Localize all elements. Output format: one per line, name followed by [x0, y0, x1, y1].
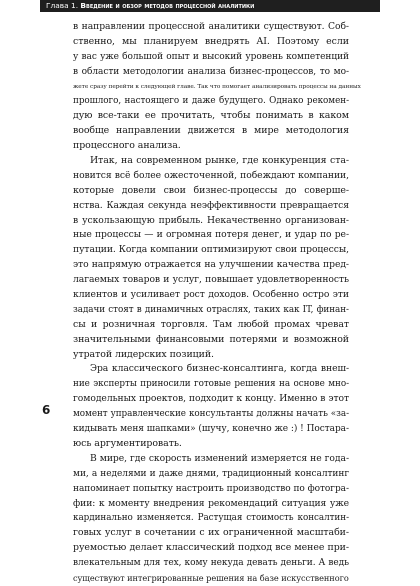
text-line: руемостью делает классический подход все менее при- — [73, 542, 349, 554]
text-line: ми, а неделями и даже днями, традиционный консалтинг — [73, 468, 349, 479]
text-line: лагаемых товаров и услуг, повышает удовлетворенность — [73, 274, 349, 286]
paragraph-container — [73, 20, 361, 586]
running-header-title: Введение и обзор методов процессной аналитики — [80, 1, 255, 10]
text-line: кардинально изменяется. Растущая стоимость консалтин- — [73, 513, 349, 524]
text-line: момент управленческие консультанты должны начать «за- — [73, 409, 349, 420]
paragraph — [73, 20, 361, 154]
text-line: в области методологии анализа бизнес-процессов, то мо- — [73, 66, 349, 77]
text-line: в ускользающую прибыль. Некачественно организован- — [73, 214, 349, 226]
text-line: утратой лидерских позиций. — [73, 348, 214, 360]
text-line: клиентов и усиливает рост доходов. Особенно остро эти — [73, 289, 349, 301]
body-text — [73, 20, 361, 586]
text-line: вообще направлении движется в мире методология — [73, 125, 349, 137]
text-line: кидывать меня шапками» (шучу, конечно же :) ! Постара- — [73, 424, 349, 435]
text-line: значительными финансовыми потерями и возможной — [73, 333, 349, 345]
text-line: задачи стоят в динамичных отраслях, таких как IT, финан- — [73, 304, 349, 315]
text-line: говых услуг в сочетании с их ограниченной масштаби- — [73, 527, 349, 539]
running-header — [40, 0, 380, 12]
text-line: влекательным для тех, кому некуда девать деньги. А ведь — [73, 558, 349, 569]
text-line: сы и розничная торговля. Там любой промах чреват — [73, 318, 349, 330]
text-line: дую все-таки ее прочитать, чтобы понимать в каком — [73, 110, 349, 122]
text-line: Итак, на современном рынке, где конкуренция ста- — [90, 155, 349, 167]
text-line: это напрямую отражается на улучшении качества пред- — [73, 259, 349, 271]
text-line: напоминает попытку настроить производство по фотогра- — [73, 483, 349, 494]
text-line: юсь аргументировать. — [73, 437, 182, 449]
text-line: у вас уже большой опыт и высокий уровень компетенций — [73, 51, 349, 62]
text-line: в направлении процессной аналитики существуют. Соб- — [73, 21, 349, 32]
text-line: В мире, где скорость изменений измеряется не года- — [90, 452, 349, 464]
text-line: процессного анализа. — [73, 140, 181, 152]
running-header-chapter: Глава 1. — [46, 1, 79, 10]
text-line: жете сразу перейти к следующей главе. Так что помогает анализировать процессы на данных — [73, 83, 361, 90]
text-line: нства. Каждая секунда неэффективности превращается — [73, 199, 349, 211]
page-number: 6 — [42, 403, 51, 417]
text-line: существуют интегрированные решения на базе искусственного — [73, 572, 349, 583]
text-line: фии: к моменту внедрения рекомендаций ситуация уже — [73, 497, 349, 509]
text-line: путации. Когда компании оптимизируют свои процессы, — [73, 244, 349, 256]
text-line: прошлого, настоящего и даже будущего. Однако рекомен- — [73, 96, 349, 107]
text-line: ные процессы — и огромная потеря денег, и удар по ре- — [73, 229, 349, 241]
paragraph — [73, 452, 349, 586]
paragraph — [73, 362, 349, 451]
text-line: гомодельных проектов, подходит к концу. Именно в этот — [73, 393, 349, 405]
text-line: ние эксперты приносили готовые решения на основе мно- — [73, 379, 349, 390]
text-line: которые довели свои бизнес-процессы до соверше- — [73, 184, 349, 196]
text-line: новится всё более ожесточенной, побеждают компании, — [73, 169, 349, 181]
text-line: Эра классического бизнес-консалтинга, когда внеш- — [90, 363, 349, 375]
paragraph — [73, 154, 349, 362]
text-line: ственно, мы планируем внедрять AI. Поэтому если — [73, 35, 349, 47]
